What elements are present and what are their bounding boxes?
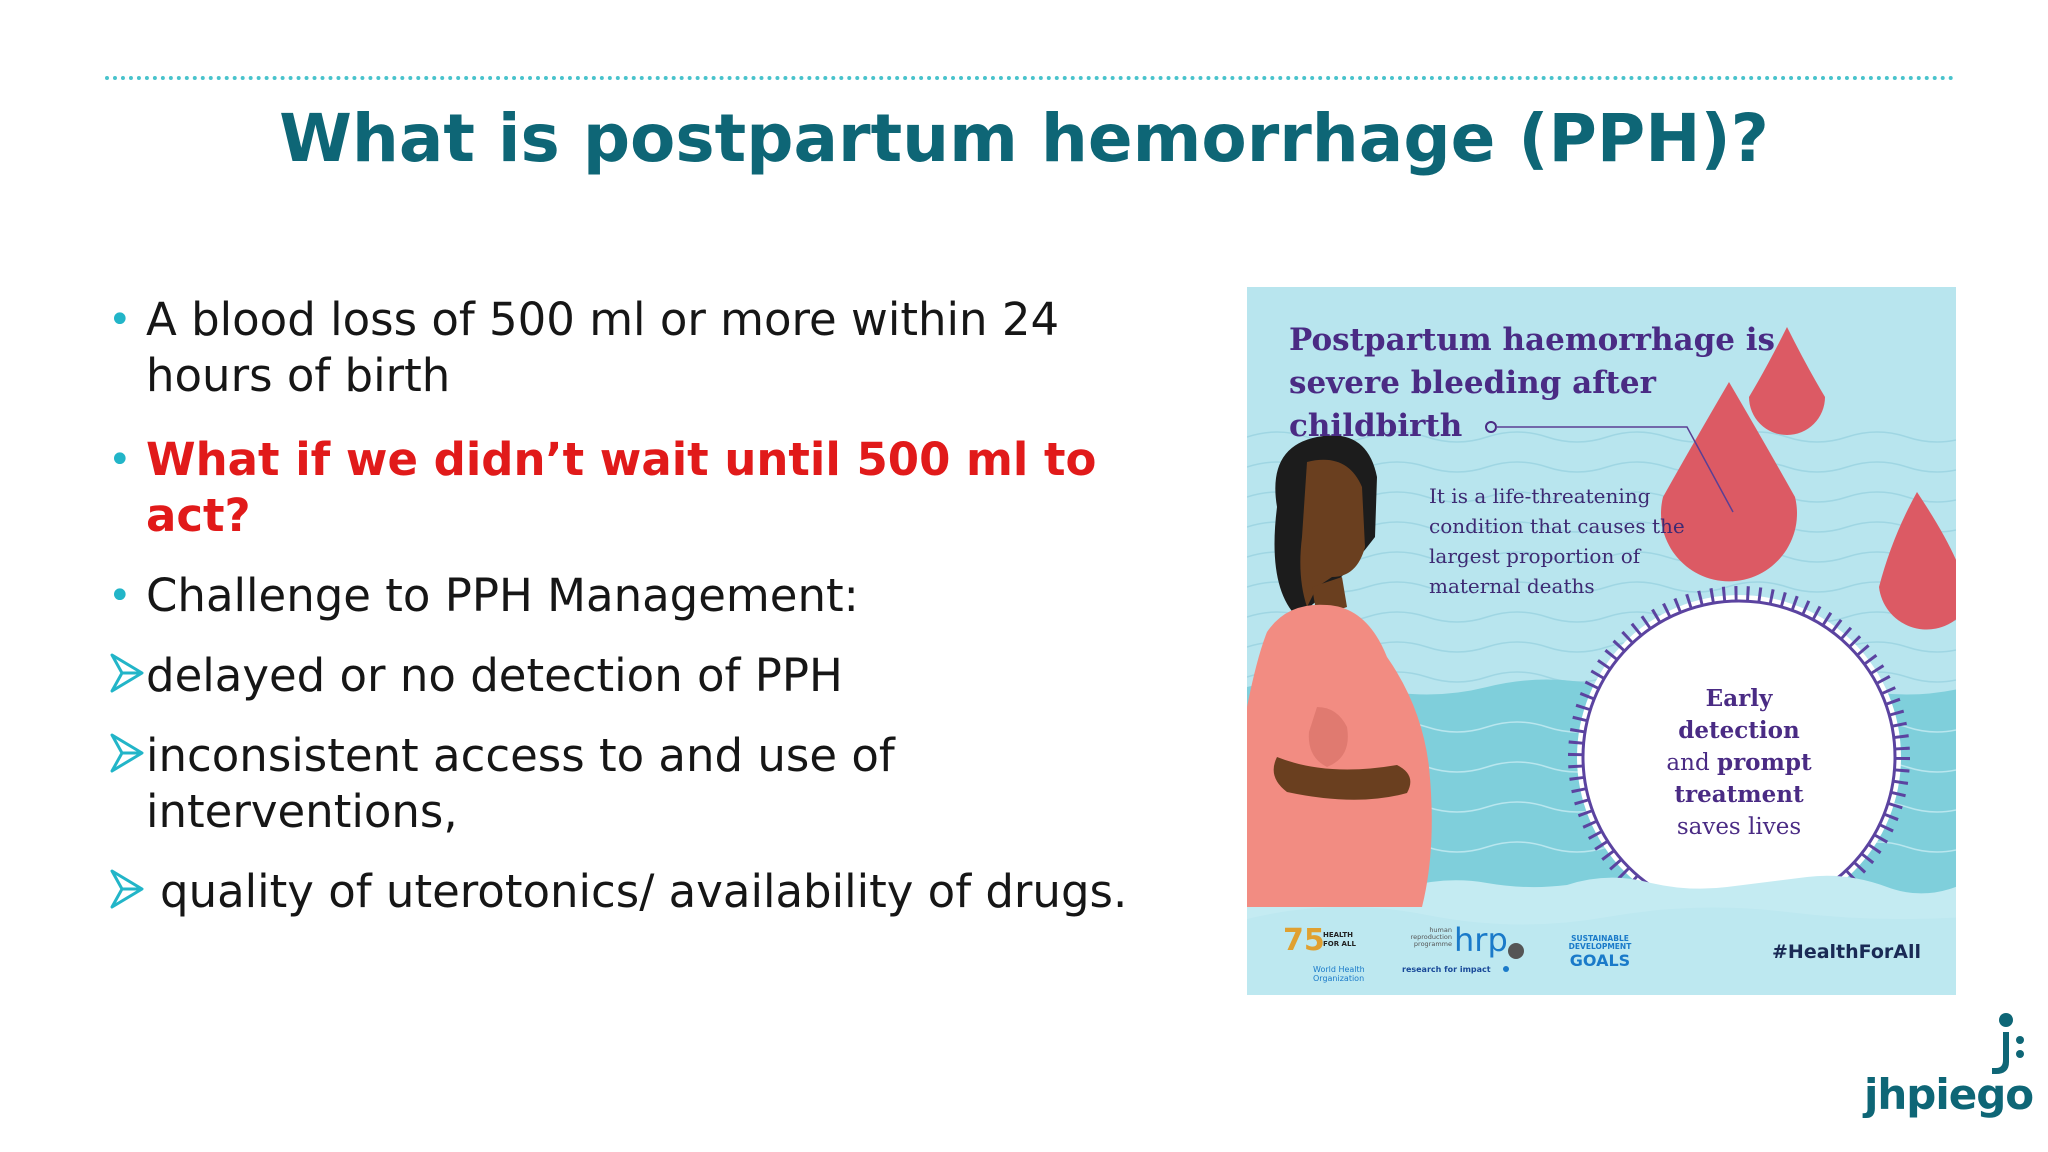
infographic-heading: Postpartum haemorrhage is severe bleeding after childbirth	[1289, 322, 1776, 444]
bullet-dot-icon: •	[108, 573, 132, 619]
sub-bullet-text: inconsistent access to and use of interventions,	[146, 729, 895, 838]
sub-bullet-item	[108, 864, 1138, 920]
who-name: World Health Organization	[1313, 965, 1365, 983]
jhpiego-logo	[1860, 1010, 2034, 1130]
pph-infographic	[1247, 287, 1956, 995]
partner-logos	[1247, 907, 1956, 995]
sub-bullet-item	[108, 648, 1138, 704]
who-health-for-all-tag: HEALTH FOR ALL	[1323, 931, 1356, 948]
circle-line-early: Early	[1705, 685, 1773, 712]
bullet-item	[108, 568, 1138, 624]
hrp-tagline: research for impact	[1402, 965, 1491, 974]
slide-title: What is postpartum hemorrhage (PPH)?	[279, 100, 1769, 177]
circle-line-detection: detection	[1678, 717, 1800, 744]
bullet-text: A blood loss of 500 ml or more within 24 hours of birth	[146, 293, 1060, 402]
sub-bullet-text: delayed or no detection of PPH	[146, 649, 843, 702]
bullet-item	[108, 432, 1138, 544]
sub-bullet-text: quality of uterotonics/ availability of drugs.	[160, 865, 1128, 918]
sub-bullet-item	[108, 728, 1138, 840]
circle-line-treatment: treatment	[1674, 781, 1804, 808]
top-dotted-rule	[105, 76, 1955, 80]
hrp-small-text: human reproduction programme	[1410, 926, 1452, 948]
sdg-logo	[1565, 921, 1635, 981]
hashtag: #HealthForAll	[1772, 941, 1922, 963]
who-75-logo	[1283, 923, 1373, 983]
jhpiego-wordmark: jhpiego	[1864, 1070, 2034, 1119]
slide-content	[108, 292, 1138, 920]
infographic-subtext: It is a life-threatening condition that causes the largest proportion of maternal deaths	[1429, 484, 1685, 598]
bullet-text-highlight: What if we didn’t wait until 500 ml to act?	[146, 433, 1097, 542]
bullet-item	[108, 292, 1138, 404]
arrowhead-bullet-icon	[110, 869, 144, 909]
circle-line-and: and	[1666, 750, 1717, 776]
circle-message	[1634, 683, 1844, 843]
circle-line-prompt: prompt	[1716, 749, 1812, 776]
sdg-small-text: SUSTAINABLE DEVELOPMENT	[1568, 934, 1632, 951]
circle-line-saves-lives: saves lives	[1676, 814, 1802, 840]
bullet-dot-icon: •	[108, 437, 132, 483]
bullet-dot-icon: •	[108, 297, 132, 343]
who-anniversary-number: 75	[1283, 923, 1325, 958]
hrp-dots-icon	[1402, 921, 1532, 981]
sdg-goals-text: GOALS	[1569, 951, 1631, 970]
bullet-text: Challenge to PPH Management:	[146, 569, 859, 622]
arrowhead-bullet-icon	[110, 653, 144, 693]
hrp-logo	[1402, 921, 1532, 981]
arrowhead-bullet-icon	[110, 733, 144, 773]
hrp-wordmark: hrp	[1454, 921, 1508, 959]
